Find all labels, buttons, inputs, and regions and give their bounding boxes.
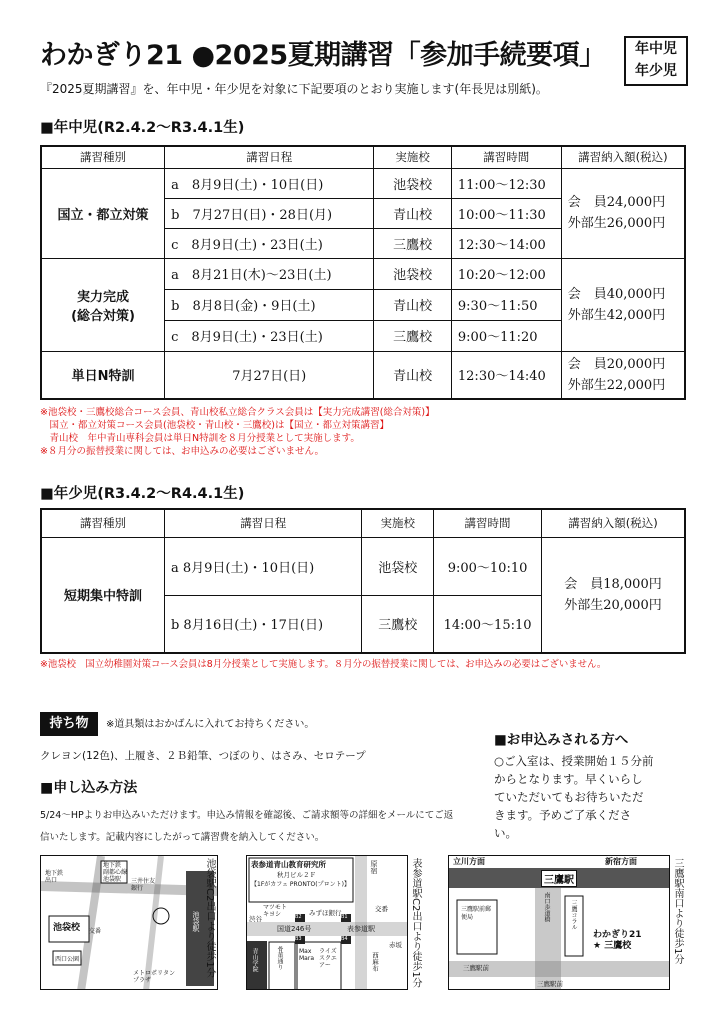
col-fee: 講習納入額(税込)	[561, 146, 685, 168]
aoyama-matsumoto: マツモト キヨシ	[263, 904, 287, 918]
belongings-items: クレヨン(12色)、上履き、２Ｂ鉛筆、つぼのり、はさみ、セロテープ	[40, 750, 366, 762]
time-cell: 9:00〜11:20	[451, 320, 561, 351]
nensho-heading: ■年少児(R3.4.2〜R4.4.1生)	[40, 486, 245, 502]
table-header-row	[41, 509, 685, 537]
school-cell: 青山校	[374, 351, 451, 399]
table-row	[41, 168, 685, 198]
school-cell: 青山校	[374, 198, 451, 228]
mitaka-footbridge: 南口歩道橋	[543, 892, 550, 922]
mitaka-station: 三鷹駅	[541, 870, 577, 887]
school-cell: 三鷹校	[374, 320, 451, 351]
mitaka-ekimae-1: 三鷹駅前	[463, 964, 489, 972]
aoyama-nishiazabu: 西麻布	[371, 952, 379, 972]
aoyama-maxmara: Max Mara	[299, 948, 314, 962]
map-aoyama	[246, 855, 408, 990]
belongings-badge: 持ち物	[40, 712, 98, 736]
nensho-table	[40, 508, 686, 654]
ikebukuro-bank-label: 三井住友 銀行	[131, 878, 156, 892]
belongings-note: ※道具類はおかばんに入れてお持ちください。	[106, 719, 315, 730]
aoyama-title: 表参道青山教育研究所	[251, 860, 326, 869]
schedule-cell: b 7月27日(日)・28日(月)	[165, 198, 374, 228]
table-row	[41, 258, 685, 289]
exit-b2: B2	[295, 914, 302, 920]
grade-line-1: 年中児	[635, 41, 677, 57]
col-school: 実施校	[374, 146, 451, 168]
aoyama-akasaka: 赤坂	[389, 941, 402, 949]
school-cell: 池袋校	[374, 258, 451, 289]
mitaka-coral: 三鷹コラル	[570, 900, 577, 930]
time-cell: 12:30〜14:40	[451, 351, 561, 399]
aoyama-koban: 交番	[375, 905, 388, 913]
schedule-cell: a 8月9日(土)・10日(日)	[164, 537, 361, 595]
table-row	[41, 537, 685, 595]
exit-b3: B3	[295, 936, 302, 942]
fee-cell: 会 員40,000円 外部生42,000円	[561, 258, 685, 351]
fee-cell: 会 員18,000円 外部生20,000円	[541, 537, 685, 653]
aoyama-station: 表参道駅	[347, 925, 375, 933]
intro-text: 『2025夏期講習』を、年中児・年少児を対象に下記要項のとおり実施します(年長児は別紙)。	[40, 82, 548, 96]
nenchu-table	[40, 145, 686, 400]
applicants-heading: ■お申込みされる方へ	[494, 732, 629, 748]
mitaka-ekimae-2: 三鷹駅前	[537, 980, 563, 988]
nenchu-notes: ※池袋校・三鷹校総合コース会員、青山校私立総合クラス会員は【実力完成講習(総合対策)】 国立・都立対策コース会員(池袋校・青山校・三鷹校)は【国立・都立対策講習】 青山校 年中青山専科会員は単日N特訓を８月分授業として実施します。 ※８月分の振替授業に関しては、お申込みの必要はございません。	[40, 407, 435, 457]
mitaka-tachikawa: 立川方面	[453, 857, 485, 866]
aoyama-access-text: 表参道駅C2出口より徒歩1分	[410, 858, 421, 988]
mitaka-access-text: 三鷹駅南口より徒歩1分	[672, 858, 683, 965]
table-row	[41, 351, 685, 399]
schedule-cell: b 8月8日(金)・9日(土)	[165, 289, 374, 320]
schedule-cell: 7月27日(日)	[165, 351, 374, 399]
nenchu-heading: ■年中児(R2.4.2〜R3.4.1生)	[40, 120, 245, 136]
time-cell: 12:30〜14:00	[451, 228, 561, 258]
ikebukuro-koban-label: 交番	[89, 928, 102, 935]
school-cell: 三鷹校	[374, 228, 451, 258]
mitaka-shinjuku: 新宿方面	[605, 857, 637, 866]
course-type: 短期集中特訓	[41, 537, 164, 653]
page-title: わかぎり21 ●2025夏期講習「参加手続要項」	[40, 40, 606, 71]
col-time: 講習時間	[451, 146, 561, 168]
grade-box	[624, 36, 688, 86]
aoyama-map-graphic	[247, 856, 408, 990]
ikebukuro-exit-label: 地下鉄 出口	[45, 870, 64, 884]
ikebukuro-station-name: 池袋駅	[192, 911, 200, 932]
aoyama-shibuya: 渋谷	[249, 915, 262, 923]
exit-b4: B4	[341, 936, 348, 942]
aoyama-route246: 国道246号	[277, 925, 312, 933]
col-schedule: 講習日程	[164, 509, 361, 537]
course-type: 実力完成 (総合対策)	[41, 258, 165, 351]
grade-line-2: 年少児	[635, 63, 677, 79]
mitaka-post: 三鷹駅前郵便局	[461, 906, 492, 921]
applicants-body: ○ご入室は、授業開始１５分前からとなります。早くいらしていただいてもお待ちいただきます。予めご了承ください。	[494, 754, 654, 840]
nensho-note: ※池袋校 国立幼稚園対策コース会員は8月分授業として実施します。８月分の振替授業に関しては、お申込みの必要はございません。	[40, 659, 607, 670]
time-cell: 14:00〜15:10	[434, 595, 542, 653]
apply-body: 5/24〜HPよりお申込みいただけます。申込み情報を確認後、ご請求額等の詳細をメールにてご返 信いたします。記載内容にしたがって講習費を納入してください。	[40, 810, 454, 843]
course-type: 国立・都立対策	[41, 168, 165, 258]
schedule-cell: c 8月9日(土)・23日(土)	[165, 320, 374, 351]
time-cell: 10:20〜12:00	[451, 258, 561, 289]
aoyama-rise: ライズ スクエアー	[319, 948, 337, 969]
col-type: 講習種別	[41, 146, 165, 168]
fee-cell: 会 員24,000円 外部生26,000円	[561, 168, 685, 258]
aoyama-building: 秋月ビル２Ｆ	[277, 871, 316, 879]
time-cell: 9:00〜10:10	[434, 537, 542, 595]
col-school: 実施校	[362, 509, 434, 537]
schedule-cell: b 8月16日(土)・17日(日)	[164, 595, 361, 653]
school-cell: 三鷹校	[362, 595, 434, 653]
map-ikebukuro	[40, 855, 218, 990]
aoyama-mizuho: みずほ銀行	[309, 909, 342, 917]
schedule-cell: a 8月9日(土)・10日(日)	[165, 168, 374, 198]
ikebukuro-park-label: 西口公園	[55, 956, 80, 963]
col-type: 講習種別	[41, 509, 164, 537]
map-mitaka	[448, 855, 670, 990]
fee-cell: 会 員20,000円 外部生22,000円	[561, 351, 685, 399]
mitaka-school: わかぎり21 ★ 三鷹校	[593, 930, 642, 951]
ikebukuro-station-label: 地下鉄 副都心線 池袋駅	[103, 862, 128, 883]
col-schedule: 講習日程	[165, 146, 374, 168]
ikebukuro-metropolitan-label: メトロポリタン プラザ	[133, 970, 176, 984]
school-cell: 池袋校	[362, 537, 434, 595]
aoyama-gakuin: 青山学院	[251, 948, 258, 972]
apply-heading: ■申し込み方法	[40, 780, 138, 796]
aoyama-kotto: 骨董通り	[276, 946, 283, 970]
time-cell: 10:00〜11:30	[451, 198, 561, 228]
time-cell: 9:30〜11:50	[451, 289, 561, 320]
ikebukuro-access-text: 池袋駅C2出口より徒歩1分	[204, 858, 215, 978]
school-cell: 青山校	[374, 289, 451, 320]
aoyama-building-sub: 【1Fがカフェ PRONTO(プロント)】	[251, 881, 350, 888]
schedule-cell: c 8月9日(土)・23日(土)	[165, 228, 374, 258]
table-header-row	[41, 146, 685, 168]
ikebukuro-school-label: 池袋校	[53, 923, 81, 933]
col-time: 講習時間	[434, 509, 542, 537]
time-cell: 11:00〜12:30	[451, 168, 561, 198]
schedule-cell: a 8月21日(木)〜23日(土)	[165, 258, 374, 289]
school-cell: 池袋校	[374, 168, 451, 198]
course-type: 単日N特訓	[41, 351, 165, 399]
aoyama-harajuku: 原宿	[370, 860, 378, 874]
col-fee: 講習納入額(税込)	[541, 509, 685, 537]
exit-b1: B1	[341, 914, 348, 920]
